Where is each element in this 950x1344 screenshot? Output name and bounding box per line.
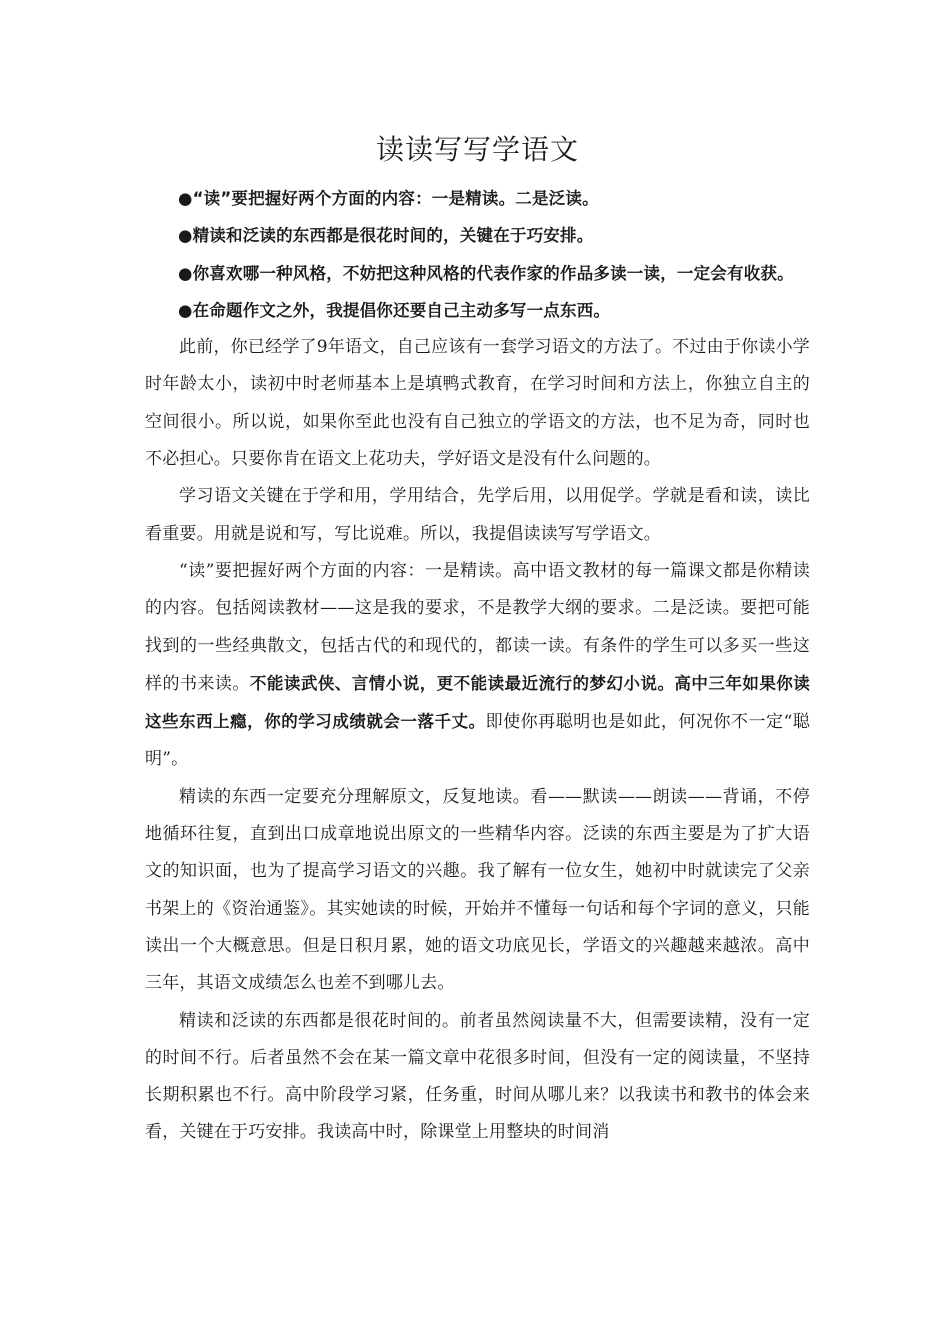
paragraph: 精读的东西一定要充分理解原文，反复地读。看——默读——朗读——背诵，不停地循环往复，直到出口成章地说出原文的一些精华内容。泛读的东西主要是为了扩大语文的知识面，也为了提高学习语文的兴趣。我了解有一位女生，她初中时就读完了父亲书架上的《资治通鉴》。其实她读的时候，开始并不懂每一句话和每个字词的意义，只能读出一个大概意思。但是日积月累，她的语文功底见长，学语文的兴趣越来越浓。高中三年，其语文成绩怎么也差不到哪儿去。 <box>145 786 810 994</box>
paragraph: 学习语文关键在于学和用，学用结合，先学后用，以用促学。学就是看和读，读比看重要。用就是说和写，写比说难。所以，我提倡读读写写学语文。 <box>145 486 810 544</box>
bold-emphasis: 不能读武侠、言情小说，更不能读最近流行的梦幻小说。高中三年如果你读这些东西上瘾，你的学习成绩就会一落千丈。 <box>145 673 810 732</box>
key-point: ●“读”要把握好两个方面的内容：一是精读。二是泛读。 <box>178 189 599 208</box>
key-point: ●你喜欢哪一种风格，不妨把这种风格的代表作家的作品多读一读，一定会有收获。 <box>178 263 794 283</box>
paragraph: 精读和泛读的东西都是很花时间的。前者虽然阅读量不大，但需要读精，没有一定的时间不行。后者虽然不会在某一篇文章中花很多时间，但没有一定的阅读量，不坚持长期积累也不行。高中阶段学习紧，任务重，时间从哪儿来？以我读书和教书的体会来看，关键在于巧安排。我读高中时，除课堂上用整块的时间消 <box>145 1010 810 1143</box>
paragraph <box>145 553 810 779</box>
key-point: ●在命题作文之外，我提倡你还要自己主动多写一点东西。 <box>178 300 611 320</box>
page-title: 读读写写学语文 <box>375 133 579 166</box>
paragraph-text: “读”要把握好两个方面的内容：一是精读。高中语文教材的每一篇课文都是你精读的内容。包括阅读教材——这是我的要求，不是教学大纲的要求。二是泛读。要把可能找到的一些经典散文，包括古代的和现代的，都读一读。有条件的学生可以多买一些这样的书来读。 <box>145 560 810 694</box>
document-body <box>145 128 810 1152</box>
paragraph: 此前，你已经学了9年语文，自己应该有一套学习语文的方法了。不过由于你读小学时年龄太小，读初中时老师基本上是填鸭式教育，在学习时间和方法上，你独立自主的空间很小。所以说，如果你至此也没有自己独立的学语文的方法，也不足为奇，同时也不必担心。只要你肯在语文上花功夫，学好语文是没有什么问题的。 <box>145 337 810 470</box>
paragraph-text: 即使你再聪明也是如此，何况你不一定“聪明”。 <box>145 712 811 770</box>
key-point: ●精读和泛读的东西都是很花时间的，关键在于巧安排。 <box>178 226 594 246</box>
